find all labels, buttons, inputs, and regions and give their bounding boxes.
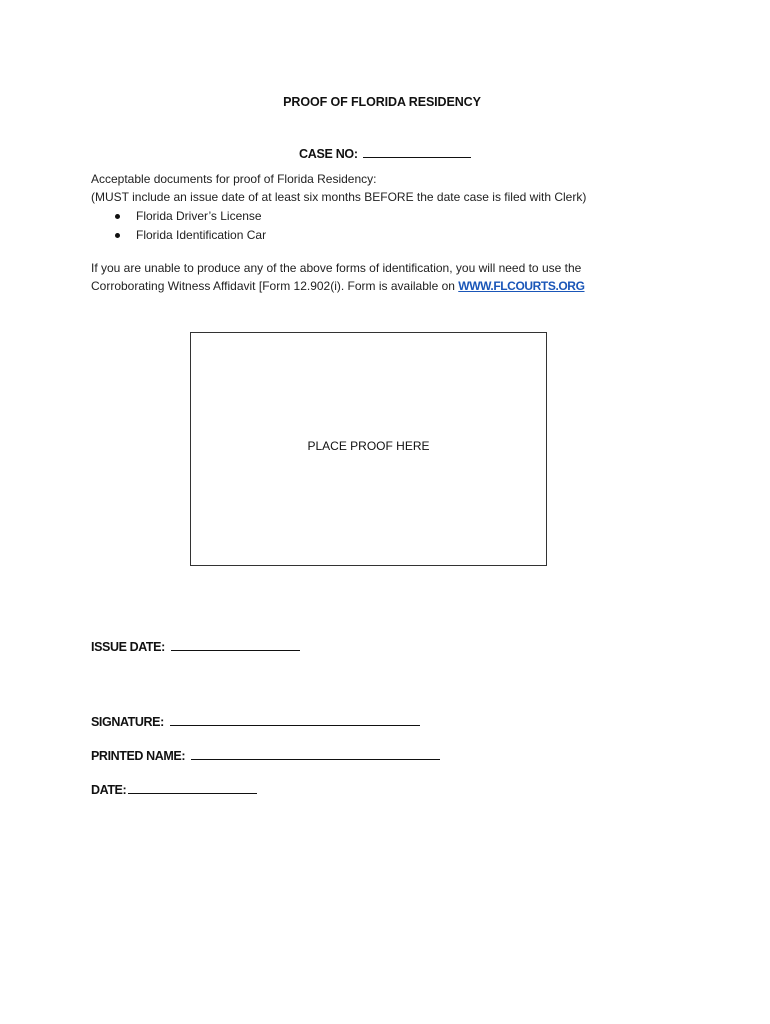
printed-name-blank[interactable] <box>191 748 440 760</box>
list-item <box>91 207 586 226</box>
proof-box-label: PLACE PROOF HERE <box>307 439 430 453</box>
witness-line-2-text: Corroborating Witness Affidavit [Form 12.902(i). Form is available on <box>91 279 459 293</box>
bullet-icon <box>115 233 120 238</box>
page-title: PROOF OF FLORIDA RESIDENCY <box>283 95 481 109</box>
document-list <box>91 207 586 245</box>
date-blank[interactable] <box>128 782 257 794</box>
proof-placement-box <box>190 332 547 566</box>
printed-name-field <box>91 748 440 763</box>
date-label: DATE: <box>91 783 127 797</box>
list-item <box>91 226 586 245</box>
flcourts-link[interactable]: WWW.FLCOURTS.ORG <box>458 279 585 293</box>
signature-label: SIGNATURE: <box>91 715 164 729</box>
issue-date-label: ISSUE DATE: <box>91 640 165 654</box>
bullet-icon <box>115 214 120 219</box>
list-item-label: Florida Driver’s License <box>136 209 262 223</box>
signature-blank[interactable] <box>170 714 420 726</box>
acceptable-documents-section <box>91 170 586 245</box>
printed-name-label: PRINTED NAME: <box>91 749 186 763</box>
date-field <box>91 782 257 797</box>
case-number-blank[interactable] <box>363 146 471 158</box>
case-number-field <box>299 146 471 161</box>
intro-line-1: Acceptable documents for proof of Florida Residency: <box>91 172 377 186</box>
witness-line-1: If you are unable to produce any of the above forms of identification, you will need to use the <box>91 261 582 275</box>
signature-field <box>91 714 420 729</box>
case-number-label: CASE NO: <box>299 147 358 161</box>
witness-affidavit-note <box>91 259 651 295</box>
list-item-label: Florida Identification Car <box>136 228 267 242</box>
witness-line-2 <box>91 277 651 295</box>
issue-date-field <box>91 639 300 654</box>
issue-date-blank[interactable] <box>171 639 300 651</box>
intro-line-2: (MUST include an issue date of at least six months BEFORE the date case is filed with Clerk) <box>91 190 587 204</box>
